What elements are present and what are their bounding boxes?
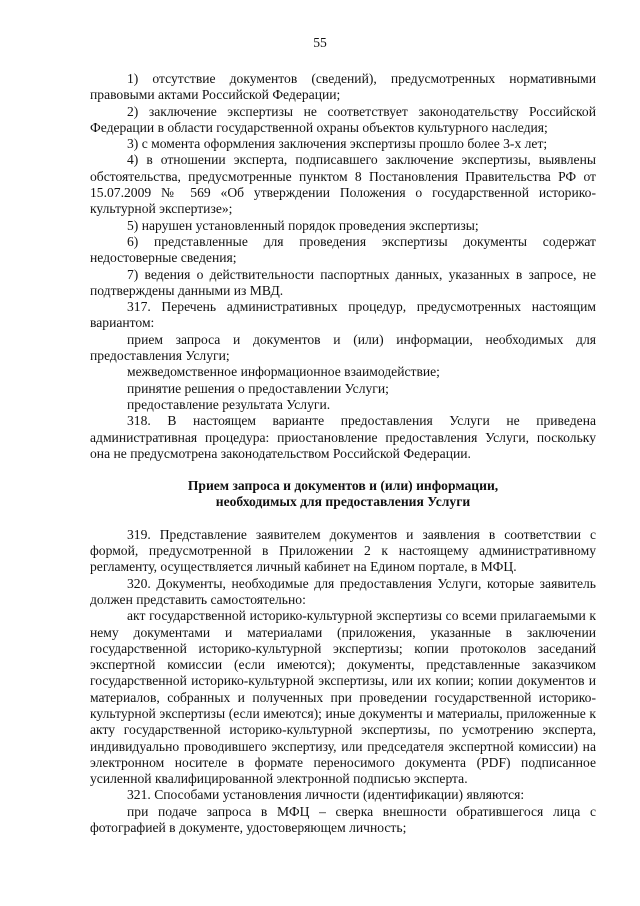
section-gap bbox=[90, 462, 596, 478]
paragraph-318: 318. В настоящем варианте предоставления Услуги не приведена административная процедура: приостановление предоставления Услуги, поскольку она не предусмотрена законодательством Российской Федерации. bbox=[90, 413, 596, 461]
paragraph-reason-1: 1) отсутствие документов (сведений), предусмотренных нормативными правовыми актами Российской Федерации; bbox=[90, 71, 596, 103]
paragraph-reason-3: 3) с момента оформления заключения экспертизы прошло более 3-х лет; bbox=[127, 136, 548, 152]
procedure-item-4: предоставление результата Услуги. bbox=[127, 396, 331, 412]
procedure-item-2: межведомственное информационное взаимодействие; bbox=[127, 364, 440, 380]
paragraph-320-act: акт государственной историко-культурной экспертизы со всеми прилагаемыми к нему документами и материалами (приложения, указанные в заключении государственной историко-культурной экспертизы; копии протоколов заседаний экспертной комиссии (если имеются); документы, представленные заказчиком государственной историко-культурной экспертизы, или их копии; копии документов и материалов, собранных и полученных при проведении государственной историко-культурной экспертизы (если имеются); иные документы и материалы, приложенные к акту государственной историко-культурной экспертизы, по усмотрению эксперта, индивидуально проводившего экспертизу, или председателя экспертной комиссии) на электронном носителе в формате переносимого документа (PDF) подписанное усиленной квалифицированной электронной подписью эксперта. bbox=[90, 608, 596, 787]
paragraph-reason-5: 5) нарушен установленный порядок проведения экспертизы; bbox=[127, 217, 479, 233]
paragraph-reason-6: 6) представленные для проведения экспертизы документы содержат недостоверные сведения; bbox=[90, 233, 596, 266]
section-gap bbox=[90, 511, 596, 527]
paragraph-321-mfc: при подаче запроса в МФЦ – сверка внешности обратившегося лица с фотографией в документе, удостоверяющем личность; bbox=[90, 803, 596, 836]
paragraph-reason-4: 4) в отношении эксперта, подписавшего заключение экспертизы, выявлены обстоятельства, предусмотренные пунктом 8 Постановления Правительства РФ от 15.07.2009 № 569 «Об утверждении Положения о государственной историко-культурной экспертизе»; bbox=[90, 152, 596, 217]
page-number: 55 bbox=[313, 35, 327, 50]
document-body bbox=[90, 71, 596, 836]
paragraph-320: 320. Документы, необходимые для предоставления Услуги, которые заявитель должен представить самостоятельно: bbox=[90, 575, 596, 607]
paragraph-319: 319. Представление заявителем документов и заявления в соответствии с формой, предусмотренной в Приложении 2 к настоящему административному регламенту, осуществляется личный кабинет на Едином портале, в МФЦ. bbox=[90, 526, 596, 575]
paragraph-321: 321. Способами установления личности (идентификации) являются: bbox=[127, 787, 525, 803]
section-heading-line-1: Прием запроса и документов и (или) информации, bbox=[187, 478, 499, 494]
paragraph-reason-2: 2) заключение экспертизы не соответствует законодательству Российской Федерации в области государственной охраны объектов культурного наследия; bbox=[90, 103, 596, 135]
procedure-item-3: принятие решения о предоставлении Услуги; bbox=[127, 380, 389, 396]
section-heading-line-2: необходимых для предоставления Услуги bbox=[215, 494, 471, 510]
paragraph-reason-7: 7) ведения о действительности паспортных данных, указанных в запросе, не подтверждены данными из МВД. bbox=[90, 266, 596, 298]
paragraph-317: 317. Перечень административных процедур, предусмотренных настоящим вариантом: bbox=[90, 299, 596, 331]
procedure-item-1: прием запроса и документов и (или) информации, необходимых для предоставления Услуги; bbox=[90, 331, 596, 364]
